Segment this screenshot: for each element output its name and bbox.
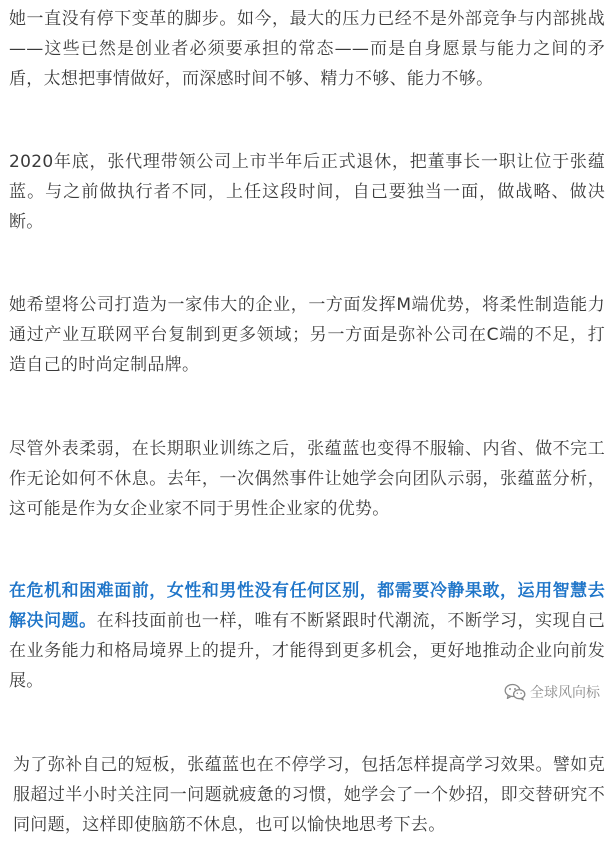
wechat-icon <box>504 683 526 701</box>
paragraph-2-text: 2020年底，张代理带领公司上市半年后正式退休，把董事长一职让位于张蕴蓝。与之前做执行者不同，上任这段时间，自己要独当一面，做战略、做决断。 <box>9 152 605 232</box>
paragraph-3-text: 她希望将公司打造为一家伟大的企业，一方面发挥M端优势，将柔性制造能力通过产业互联网平台复制到更多领域；另一方面是弥补公司在C端的不足，打造自己的时尚定制品牌。 <box>9 295 605 375</box>
paragraph-5-highlight: 在危机和困难面前，女性和男性没有任何区别，都需要冷静果敢，运用智慧去解决问题。 <box>9 581 605 631</box>
paragraph-3 <box>9 290 605 380</box>
paragraph-4 <box>9 434 605 524</box>
paragraph-4-text: 尽管外表柔弱，在长期职业训练之后，张蕴蓝也变得不服输、内省、做不完工作无论如何不休息。去年，一次偶然事件让她学会向团队示弱，张蕴蓝分析，这可能是作为女企业家不同于男性企业家的优势。 <box>9 439 605 519</box>
paragraph-5 <box>9 576 605 696</box>
paragraph-1 <box>9 4 605 94</box>
paragraph-6-text: 为了弥补自己的短板，张蕴蓝也在不停学习，包括怎样提高学习效果。譬如克服超过半小时关注同一问题就疲惫的习惯，她学会了一个妙招，即交替研究不同问题，这样即使脑筋不休息，也可以愉快地思考下去。 <box>13 755 605 835</box>
watermark-text: 全球风向标 <box>530 685 600 701</box>
paragraph-6 <box>13 750 605 840</box>
paragraph-1-text: 她一直没有停下变革的脚步。如今，最大的压力已经不是外部竞争与内部挑战——这些已然是创业者必须要承担的常态——而是自身愿景与能力之间的矛盾，太想把事情做好，而深感时间不够、精力不够、能力不够。 <box>9 9 605 89</box>
paragraph-2 <box>9 147 605 237</box>
paragraph-5-text: 在科技面前也一样，唯有不断紧跟时代潮流，不断学习，实现自己在业务能力和格局境界上的提升，才能得到更多机会，更好地推动企业向前发展。 <box>9 611 606 691</box>
watermark <box>504 681 600 703</box>
